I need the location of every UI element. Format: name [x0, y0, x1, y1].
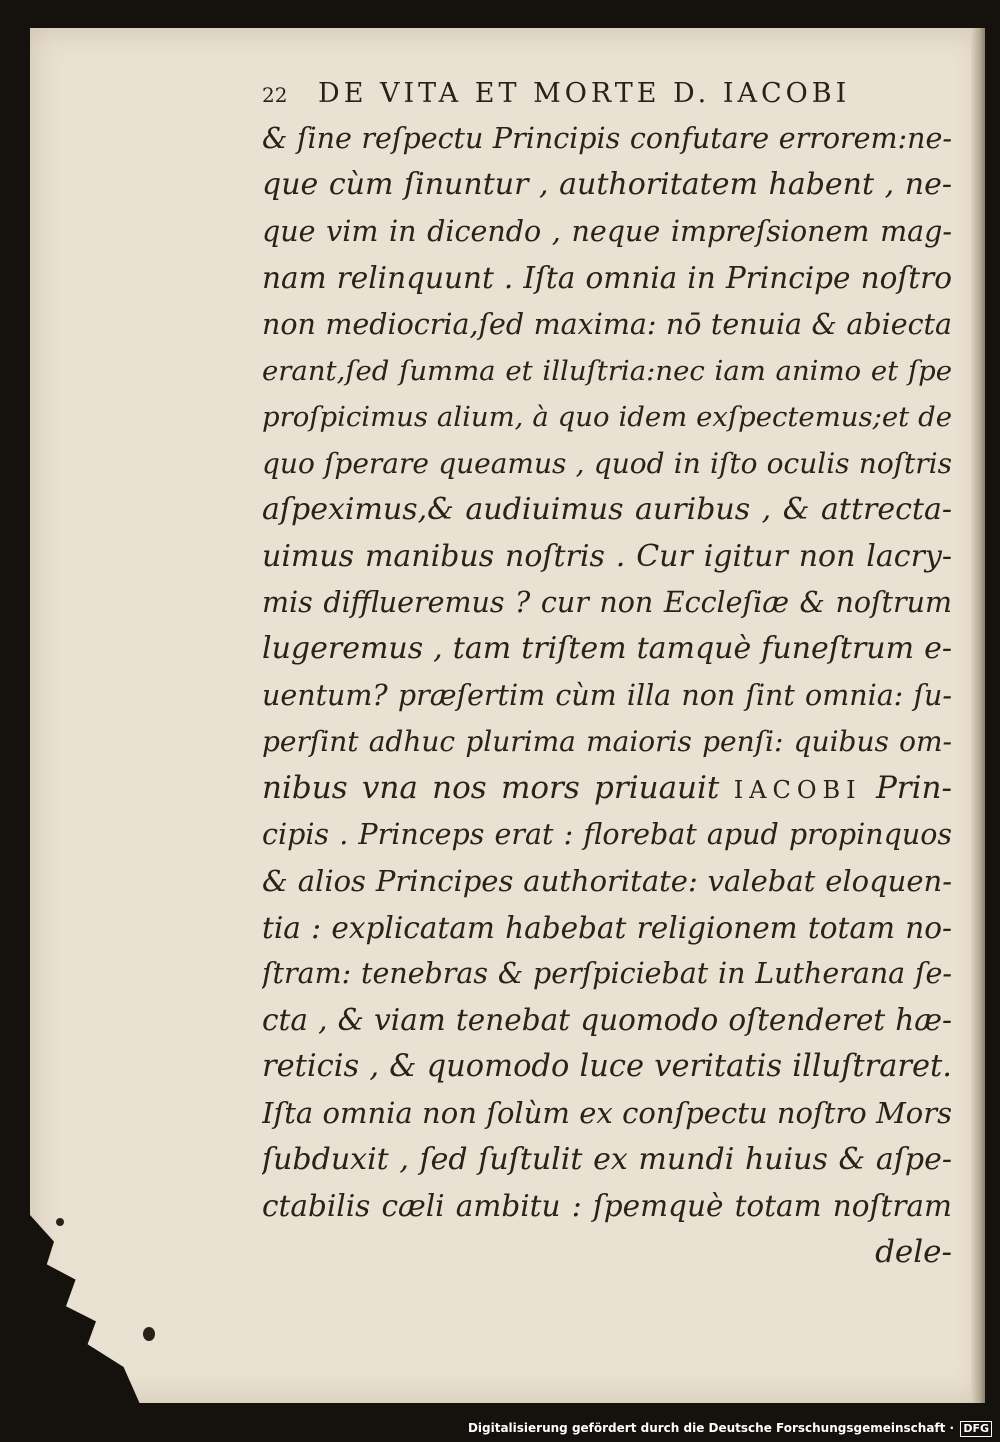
text-line: reticis , & quomodo luce veritatis illuſtraret. — [262, 1048, 952, 1084]
text-line-with-name — [262, 765, 952, 811]
catchword: dele- — [875, 1234, 952, 1271]
text-line: aſpeximus,& audiuimus auribus , & attrecta- — [262, 492, 952, 528]
text-line: quo ſperare queamus , quod in iſto oculis noſtris — [262, 446, 952, 480]
text-line: uimus manibus noſtris . Cur igitur non lacry- — [262, 538, 952, 574]
text-line: nam relinquunt . Iſta omnia in Principe noſtro — [262, 261, 952, 296]
text-line: cta , & viam tenebat quomodo oſtenderet hæ- — [262, 1003, 952, 1038]
text-line: tia : explicatam habebat religionem totam no- — [262, 910, 952, 945]
ink-spot — [56, 1218, 64, 1226]
text-line: erant,ſed ſumma et illuſtria:nec iam animo et ſpe — [262, 354, 952, 387]
text-line: uentum? præſertim cùm illa non ſint omnia: ſu- — [262, 678, 952, 712]
text-line: lugeremus , tam triſtem tamquè funeſtrum e- — [262, 631, 952, 667]
footer-credit: Digitalisierung gefördert durch die Deutsche Forschungsgemeinschaft · — [467, 1421, 955, 1435]
text-line: mis difflueremus ? cur non Eccleſiæ & noſtrum — [262, 585, 952, 619]
text-segment: nibus vna nos mors priuauit — [262, 770, 720, 807]
name-smallcaps: IACOBI — [733, 776, 862, 805]
text-segment: Prin- — [875, 770, 952, 807]
text-line: non mediocria,ſed maxima: nō tenuia & abiecta — [262, 307, 952, 341]
dfg-logo: DFG — [960, 1421, 992, 1437]
page-number: 22 — [262, 83, 288, 107]
text-line: & ſine reſpectu Principis confutare errorem:ne- — [262, 122, 952, 155]
text-line: proſpicimus alium, à quo idem exſpectemus;et de — [262, 401, 952, 434]
text-line: Iſta omnia non ſolùm ex conſpectu noſtro Mors — [262, 1096, 952, 1131]
text-line: cipis . Princeps erat : florebat apud propinquos — [262, 817, 952, 851]
text-line: que vim in dicendo , neque impreſsionem mag- — [262, 214, 952, 248]
text-line: que cùm ſinuntur , authoritatem habent , ne- — [262, 167, 952, 203]
page-edge — [971, 28, 985, 1403]
body-text — [262, 116, 952, 1276]
text-line: perſint adhuc plurima maioris penſi: quibus om- — [262, 725, 952, 759]
ink-spot — [143, 1327, 155, 1341]
digitization-footer — [468, 1418, 992, 1438]
text-line: ſubduxit , ſed ſuſtulit ex mundi huius & aſpe- — [262, 1141, 952, 1177]
text-line: & alios Principes authoritate: valebat eloquen- — [262, 864, 952, 899]
text-line: ctabilis cæli ambitu : ſpemquè totam noſtram — [262, 1188, 952, 1223]
running-header — [262, 78, 952, 118]
running-title: DE VITA ET MORTE D. IACOBI — [318, 78, 851, 109]
text-line: ſtram: tenebras & perſpiciebat in Lutherana ſe- — [262, 957, 952, 991]
